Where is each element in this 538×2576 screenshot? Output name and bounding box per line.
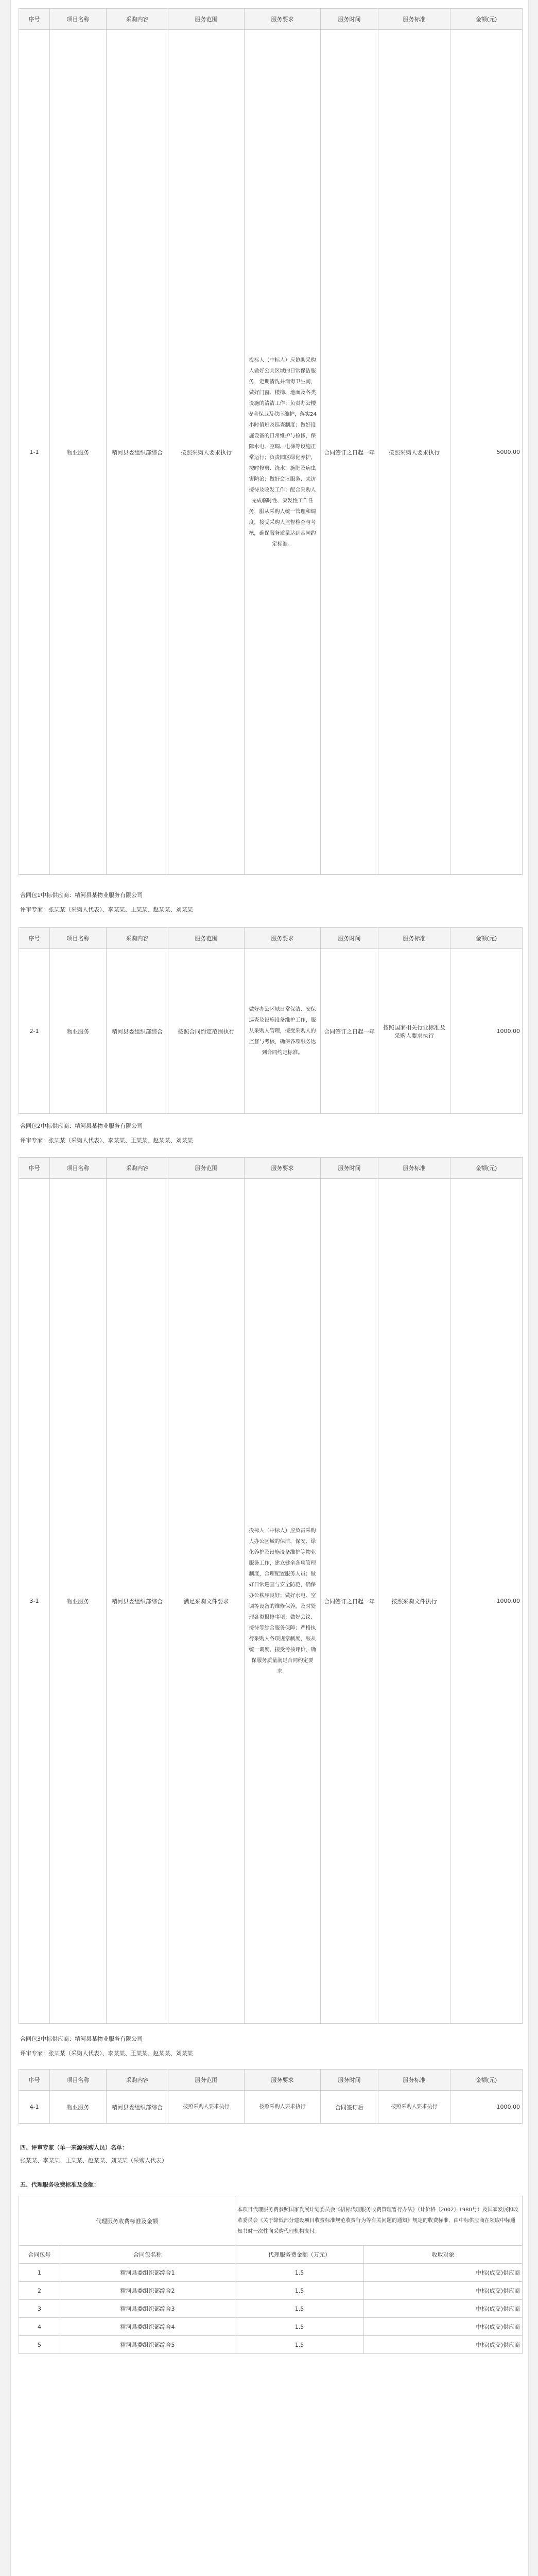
cell-scope: 按照采购人要求执行	[168, 2091, 245, 2124]
th-standard: 服务标准	[378, 1158, 450, 1179]
cell-scope: 按照合同约定范围执行	[168, 949, 245, 1114]
th-index: 序号	[19, 1158, 50, 1179]
th-content: 采购内容	[107, 9, 168, 30]
th-amount: 金额(元)	[450, 2070, 523, 2091]
fee-pkg: 1	[19, 2264, 60, 2282]
result-table-2	[19, 927, 523, 1114]
cell-item: 物业服务	[50, 2091, 107, 2124]
cell-content: 精河县委组织部综合	[107, 30, 168, 875]
document-paper	[10, 0, 529, 2576]
cell-requirement: 做好办公区域日常保洁、安保巡查及设施设备维护工作，服从采购人管理，接受采购人的监督与考核，确保各项服务达到合同约定标准。	[245, 949, 321, 1114]
cell-period: 合同签订之日起一年	[321, 949, 378, 1114]
fee-amount: 1.5	[235, 2300, 364, 2318]
fee-standard-text: 本项目代理服务费参照国家发展计划委员会《招标代理服务收费管理暂行办法》（计价格〔2002〕1980号）及国家发展和改革委员会《关于降低部分建设项目收费标准规范收费行为等有关问题的通知》规定的收费标准，由中标供应商在领取中标通知书时一次性向采购代理机构支付。	[235, 2196, 523, 2246]
result-table-3	[19, 1157, 523, 2024]
th-scope: 服务范围	[168, 9, 245, 30]
fee-name: 精河县委组织部综合2	[60, 2282, 235, 2300]
cell-content: 精河县委组织部综合	[107, 949, 168, 1114]
th-content: 采购内容	[107, 2070, 168, 2091]
result-table-4	[19, 2069, 523, 2124]
fee-note: 中标(成交)供应商	[364, 2300, 523, 2318]
fee-pkg: 4	[19, 2318, 60, 2336]
section-4-reviewers: 张某某、李某某、王某某、赵某某、刘某某（采购人代表）	[20, 2157, 167, 2164]
th-index: 序号	[19, 928, 50, 949]
cell-requirement: 投标人（中标人）应协助采购人做好公共区域的日常保洁服务，定期清洗并消毒卫生间，做好门窗、楼梯、地面及各类设施的清洁工作；负责办公楼安全保卫及秩序维护，落实24小时值班及巡查制度；做好设施设备的日常维护与检修，保障水电、空调、电梯等设施正常运行；负责园区绿化养护，按时修剪、浇水、施肥及病虫害防治；做好会议服务、来访接待及收发工作；配合采购人完成临时性、突发性工作任务，服从采购人统一管理和调度，接受采购人监督检查与考核，确保服务质量达到合同约定标准。	[245, 30, 321, 875]
th-requirement: 服务要求	[245, 1158, 321, 1179]
fee-header-pkg: 合同包号	[19, 2246, 60, 2264]
cell-item: 物业服务	[50, 949, 107, 1114]
th-amount: 金额(元)	[450, 1158, 523, 1179]
th-index: 序号	[19, 9, 50, 30]
th-scope: 服务范围	[168, 1158, 245, 1179]
cell-amount: 1000.00	[450, 2091, 523, 2124]
th-item: 项目名称	[50, 2070, 107, 2091]
cell-standard: 按照采购文件执行	[378, 1179, 450, 2024]
fee-amount: 1.5	[235, 2282, 364, 2300]
cell-scope: 满足采购文件要求	[168, 1179, 245, 2024]
reviewers-2: 评审专家：张某某（采购人代表）、李某某、王某某、赵某某、刘某某	[20, 1137, 193, 1144]
th-content: 采购内容	[107, 1158, 168, 1179]
cell-amount: 5000.00	[450, 30, 523, 875]
th-requirement: 服务要求	[245, 928, 321, 949]
fee-name: 精河县委组织部综合1	[60, 2264, 235, 2282]
cell-amount: 1000.00	[450, 1179, 523, 2024]
fee-header-name: 合同包名称	[60, 2246, 235, 2264]
fee-pkg: 3	[19, 2300, 60, 2318]
th-item: 项目名称	[50, 928, 107, 949]
fee-pkg: 2	[19, 2282, 60, 2300]
fee-name: 精河县委组织部综合4	[60, 2318, 235, 2336]
cell-content: 精河县委组织部综合	[107, 2091, 168, 2124]
th-period: 服务时间	[321, 1158, 378, 1179]
reviewers-3: 评审专家：张某某（采购人代表）、李某某、王某某、赵某某、刘某某	[20, 2050, 193, 2057]
th-scope: 服务范围	[168, 2070, 245, 2091]
supplier-3: 合同包3中标供应商：精河县某物业服务有限公司	[20, 2036, 143, 2042]
cell-item: 物业服务	[50, 1179, 107, 2024]
th-content: 采购内容	[107, 928, 168, 949]
reviewers-1: 评审专家：张某某（采购人代表）、李某某、王某某、赵某某、刘某某	[20, 906, 193, 913]
cell-requirement: 按照采购人要求执行	[245, 2091, 321, 2124]
fee-note: 中标(成交)供应商	[364, 2264, 523, 2282]
th-period: 服务时间	[321, 928, 378, 949]
fee-header-note: 收取对象	[364, 2246, 523, 2264]
fee-header-amount: 代理服务费金额（万元）	[235, 2246, 364, 2264]
fee-amount: 1.5	[235, 2318, 364, 2336]
fee-pkg: 5	[19, 2336, 60, 2354]
fee-name: 精河县委组织部综合5	[60, 2336, 235, 2354]
cell-item: 物业服务	[50, 30, 107, 875]
th-amount: 金额(元)	[450, 9, 523, 30]
agency-fee-table	[19, 2196, 523, 2354]
cell-period: 合同签订后	[321, 2091, 378, 2124]
cell-index: 3-1	[19, 1179, 50, 2024]
cell-requirement: 投标人（中标人）应负责采购人办公区域的保洁、保安、绿化养护及设施设备维护等物业服务工作，建立健全各项管理制度，合理配置服务人员；做好日常巡查与安全防范，确保办公秩序良好；做好水电、空调等设备的维修保养，及时处理各类报修事项；做好会议、接待等综合服务保障；严格执行采购人各项规章制度，服从统一调度，接受考核评价，确保服务质量满足合同约定要求。	[245, 1179, 321, 2024]
th-period: 服务时间	[321, 2070, 378, 2091]
cell-standard: 按照采购人要求执行	[378, 2091, 450, 2124]
th-index: 序号	[19, 2070, 50, 2091]
cell-scope: 按照采购人要求执行	[168, 30, 245, 875]
th-standard: 服务标准	[378, 9, 450, 30]
supplier-1: 合同包1中标供应商：精河县某物业服务有限公司	[20, 892, 143, 899]
fee-note: 中标(成交)供应商	[364, 2336, 523, 2354]
cell-standard: 按照采购人要求执行	[378, 30, 450, 875]
th-standard: 服务标准	[378, 2070, 450, 2091]
cell-amount: 1000.00	[450, 949, 523, 1114]
fee-standard-label: 代理服务收费标准及金额	[19, 2196, 235, 2246]
th-item: 项目名称	[50, 9, 107, 30]
th-requirement: 服务要求	[245, 9, 321, 30]
cell-period: 合同签订之日起一年	[321, 30, 378, 875]
th-period: 服务时间	[321, 9, 378, 30]
fee-note: 中标(成交)供应商	[364, 2318, 523, 2336]
result-table-1	[19, 8, 523, 875]
fee-amount: 1.5	[235, 2264, 364, 2282]
cell-index: 2-1	[19, 949, 50, 1114]
cell-index: 4-1	[19, 2091, 50, 2124]
cell-standard: 按照国家相关行业标准及采购人要求执行	[378, 949, 450, 1114]
fee-amount: 1.5	[235, 2336, 364, 2354]
th-requirement: 服务要求	[245, 2070, 321, 2091]
fee-name: 精河县委组织部综合3	[60, 2300, 235, 2318]
section-4-title: 四、评审专家（单一来源采购人员）名单：	[20, 2144, 128, 2151]
th-item: 项目名称	[50, 1158, 107, 1179]
fee-note: 中标(成交)供应商	[364, 2282, 523, 2300]
supplier-2: 合同包2中标供应商：精河县某物业服务有限公司	[20, 1123, 143, 1129]
th-scope: 服务范围	[168, 928, 245, 949]
th-standard: 服务标准	[378, 928, 450, 949]
cell-index: 1-1	[19, 30, 50, 875]
cell-content: 精河县委组织部综合	[107, 1179, 168, 2024]
section-5-title: 五、代理服务收费标准及金额：	[20, 2181, 99, 2188]
th-amount: 金额(元)	[450, 928, 523, 949]
cell-period: 合同签订之日起一年	[321, 1179, 378, 2024]
